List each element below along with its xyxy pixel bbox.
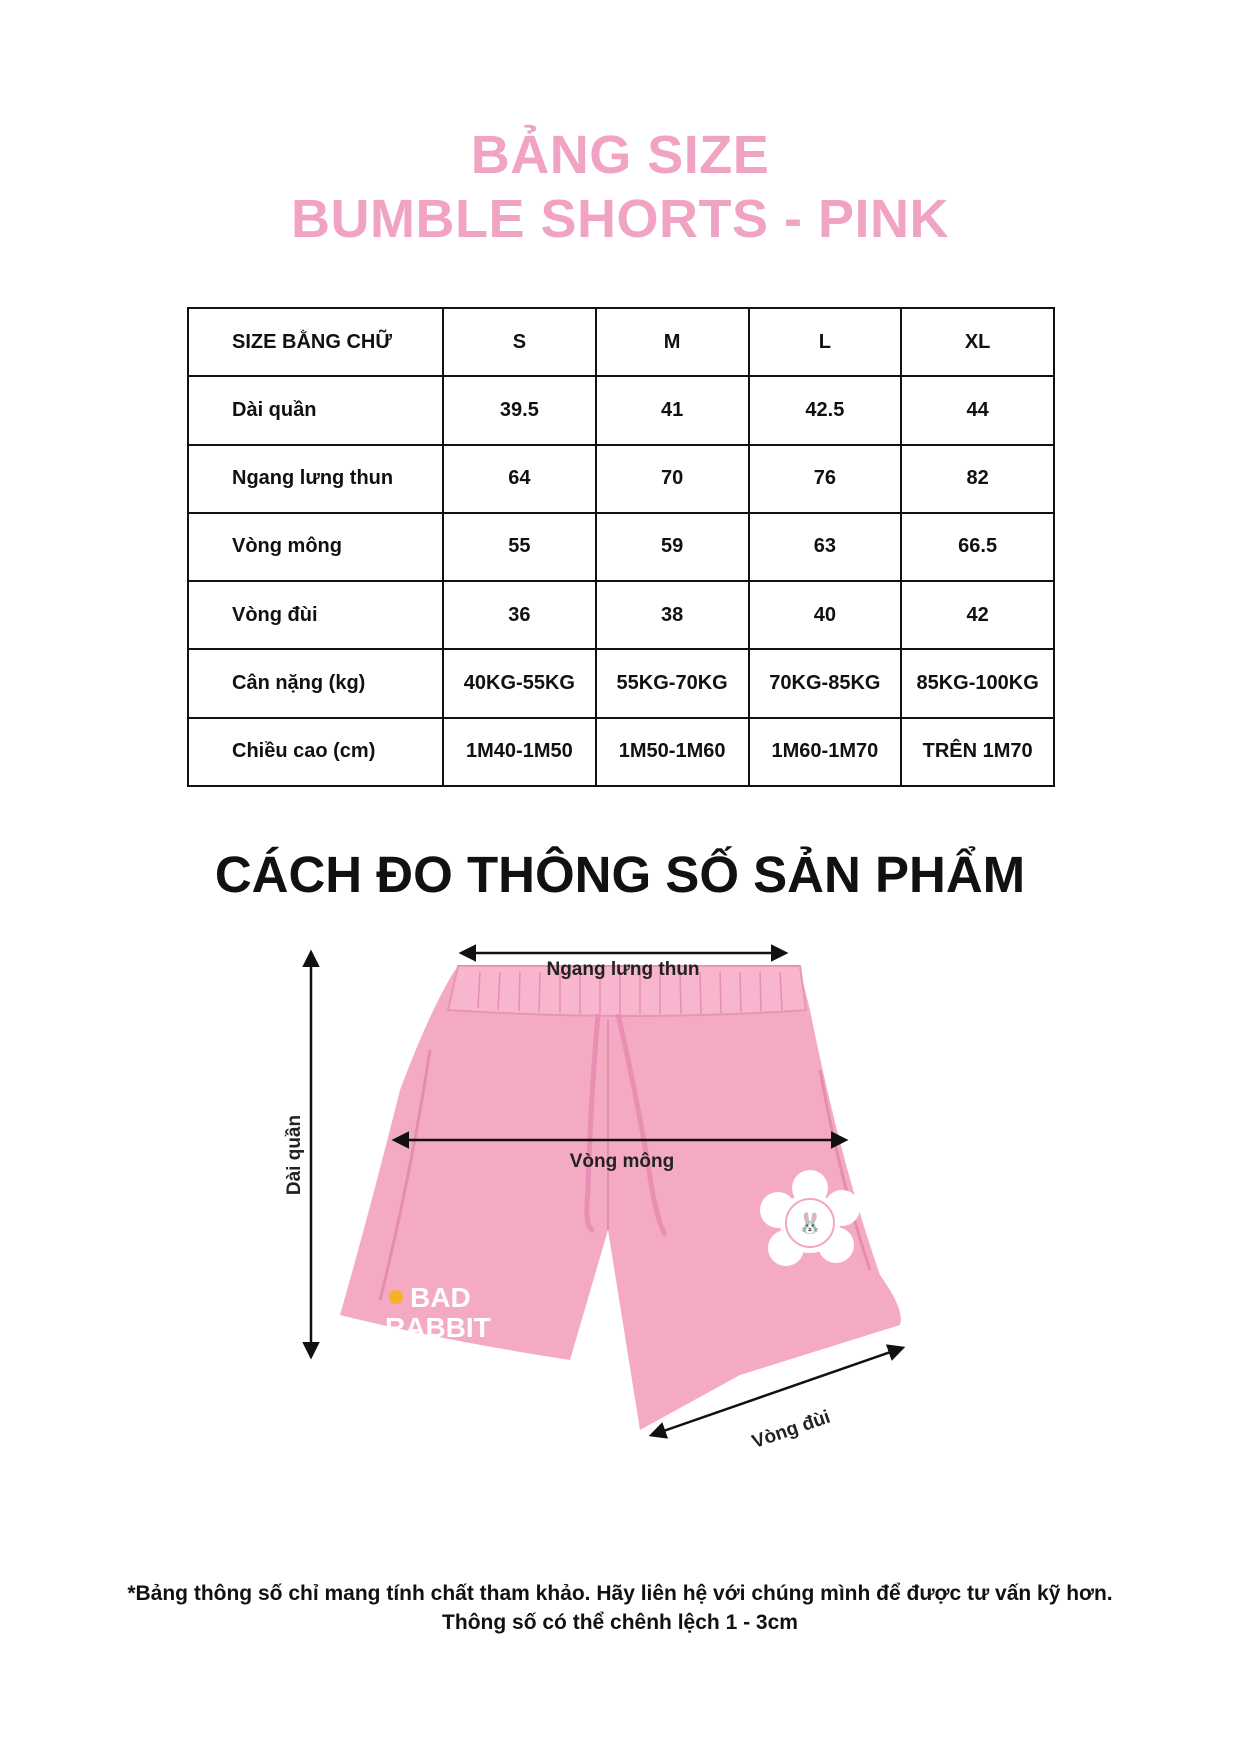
hip-label: Vòng mông: [569, 1151, 675, 1172]
table-header-row: [188, 308, 1054, 376]
table-row: [188, 513, 1054, 581]
table-cell: 85KG-100KG: [901, 649, 1054, 717]
brand-text-2: RABBIT: [385, 1312, 491, 1343]
table-row: [188, 649, 1054, 717]
rabbit-icon: 🐰: [797, 1213, 823, 1235]
table-cell: 1M60-1M70: [749, 718, 902, 786]
table-row: [188, 581, 1054, 649]
shorts-illustration: [340, 966, 901, 1430]
table-cell: 55KG-70KG: [596, 649, 749, 717]
row-label: Cân nặng (kg): [188, 649, 443, 717]
table-cell: 66.5: [901, 513, 1054, 581]
table-cell: 40: [749, 581, 902, 649]
table-row: [188, 718, 1054, 786]
row-label: Ngang lưng thun: [188, 445, 443, 513]
measurement-diagram: [0, 930, 1240, 1470]
size-table: [187, 307, 1055, 787]
table-cell: 41: [596, 376, 749, 444]
table-header-cell: SIZE BẰNG CHỮ: [188, 308, 443, 376]
table-cell: 76: [749, 445, 902, 513]
table-cell: 59: [596, 513, 749, 581]
table-header-cell: XL: [901, 308, 1054, 376]
row-label: Dài quần: [188, 376, 443, 444]
table-cell: 39.5: [443, 376, 596, 444]
table-cell: 64: [443, 445, 596, 513]
row-label: Chiều cao (cm): [188, 718, 443, 786]
table-cell: 70KG-85KG: [749, 649, 902, 717]
table-cell: 63: [749, 513, 902, 581]
table-header-cell: S: [443, 308, 596, 376]
thigh-label: Vòng đùi: [749, 1406, 834, 1453]
waist-label: Ngang lưng thun: [546, 959, 700, 980]
table-cell: 70: [596, 445, 749, 513]
table-cell: 40KG-55KG: [443, 649, 596, 717]
row-label: Vòng mông: [188, 513, 443, 581]
page-title: BẢNG SIZE: [470, 125, 770, 185]
table-header-cell: L: [749, 308, 902, 376]
table-cell: 55: [443, 513, 596, 581]
table-cell: 1M40-1M50: [443, 718, 596, 786]
table-cell: TRÊN 1M70: [901, 718, 1054, 786]
measure-heading: CÁCH ĐO THÔNG SỐ SẢN PHẨM: [214, 846, 1026, 903]
table-row: [188, 376, 1054, 444]
footnote-line-1: *Bảng thông số chỉ mang tính chất tham khảo. Hãy liên hệ với chúng mình để được tư vấn kỹ hơn.: [127, 1582, 1113, 1605]
table-cell: 82: [901, 445, 1054, 513]
table-row: [188, 445, 1054, 513]
product-title: BUMBLE SHORTS - PINK: [291, 189, 949, 249]
footnote-line-2: Thông số có thể chênh lệch 1 - 3cm: [442, 1611, 798, 1634]
table-cell: 36: [443, 581, 596, 649]
table-header-cell: M: [596, 308, 749, 376]
table-cell: 42: [901, 581, 1054, 649]
brand-text-1: BAD: [410, 1282, 471, 1313]
sun-icon: [389, 1290, 403, 1304]
table-cell: 1M50-1M60: [596, 718, 749, 786]
table-cell: 42.5: [749, 376, 902, 444]
table-cell: 38: [596, 581, 749, 649]
row-label: Vòng đùi: [188, 581, 443, 649]
length-label: Dài quần: [284, 1114, 305, 1196]
table-cell: 44: [901, 376, 1054, 444]
